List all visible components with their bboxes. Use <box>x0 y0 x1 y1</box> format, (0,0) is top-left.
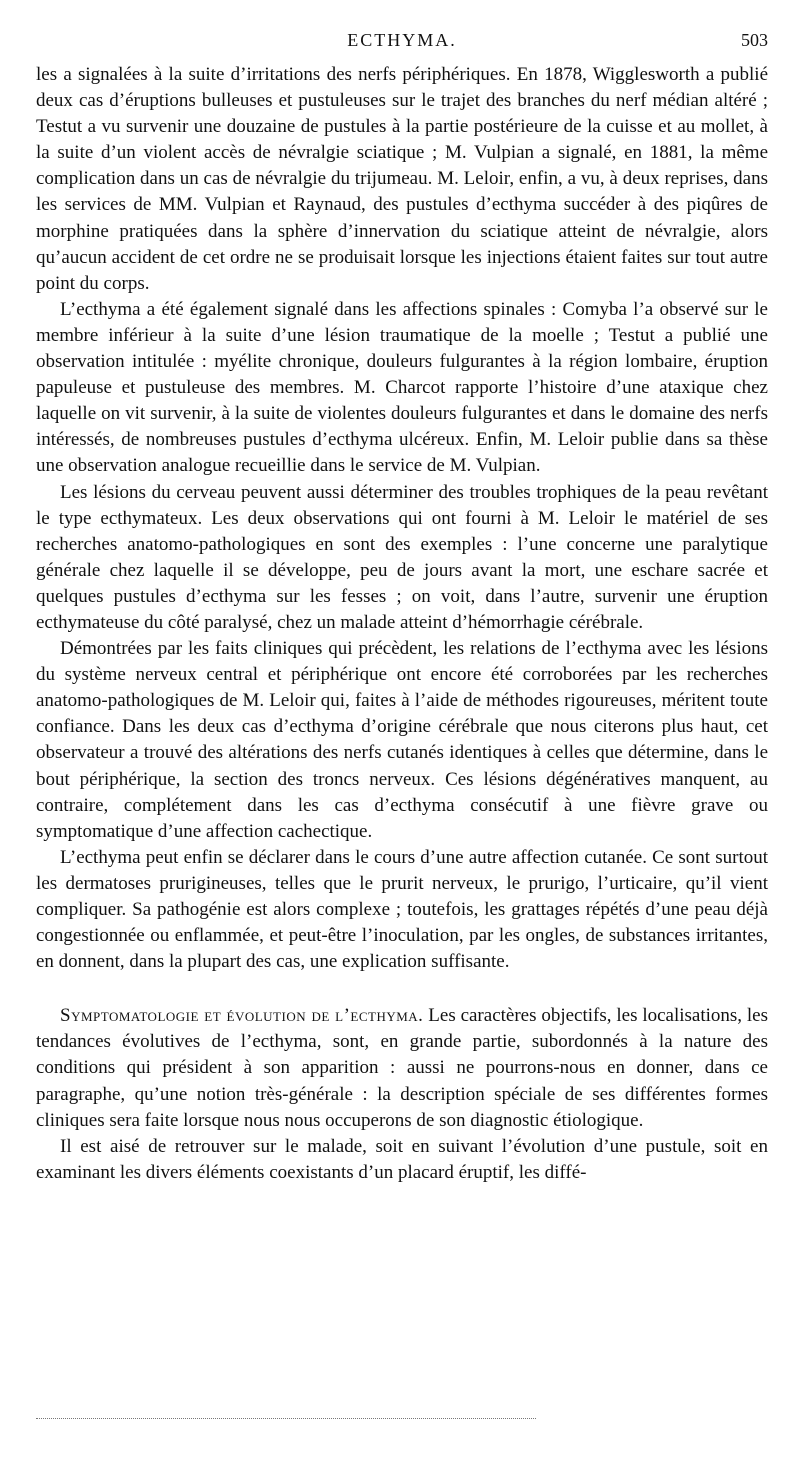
section-intro-text: Les caractères objectifs, les localisations, les tendances évolutives de l’ecthyma, sont, en grande partie, subordonnés à la nature des conditions qui président à son apparition : aussi ne pourrons-nous en donner, dans ce paragraphe, qu’une notion très-générale : la description spéciale de ses différentes formes cliniques sera faite lorsque nous nous occuperons de son diagnostic étiologique. <box>36 1005 768 1131</box>
paragraph-spinal-affections: L’ecthyma a été également signalé dans les affections spinales : Comyba l’a observé sur le membre inférieur à la suite d’une lésion traumatique de la moelle ; Testut a publié une observation intitulée : myélite chronique, douleurs fulgurantes à la région lombaire, éruption papuleuse et pustuleuse des membres. M. Charcot rapporte l’histoire d’une ataxique chez laquelle on vit survenir, à la suite de violentes douleurs fulgurantes et dans le domaine des nerfs intéressés, de nombreuses pustules d’ecthyma ulcéreux. Enfin, M. Leloir publie dans sa thèse une observation analogue recueillie dans le service de M. Vulpian. <box>36 298 768 477</box>
paragraph-continuation: les a signalées à la suite d’irritations des nerfs périphériques. En 1878, Wigglesworth a publié deux cas d’éruptions bulleuses et pustuleuses sur le trajet des branches du nerf médian altéré ; Testut a vu survenir une douzaine de pustules à la partie postérieure de la cuisse et au mollet, à la suite d’un violent accès de névralgie sciatique ; M. Vulpian a signalé, en 1881, la même complication dans un cas de névralgie du trijumeau. M. Leloir, enfin, a vu, à deux reprises, dans les services de MM. Vulpian et Raynaud, des pustules d’ecthyma succéder à des piqûres de morphine pratiquées dans la sphère d’innervation du sciatique atteint de névralgie, alors qu’aucun accident de cet ordre ne se produisait lorsque les injections étaient faites sur tout autre point du corps. <box>36 64 768 294</box>
footer-dotted-rule <box>36 1418 536 1419</box>
paragraph-cutaneous-affections: L’ecthyma peut enfin se déclarer dans le cours d’une autre affection cutanée. Ce sont surtout les dermatoses prurigineuses, telles que le prurit nerveux, le prurigo, l’urticaire, qu’il vient compliquer. Sa pathogénie est alors complexe ; toutefois, les grattages répétés d’une peau déjà congestionnée ou enflammée, et peut-être l’inoculation, par les ongles, de substances irritantes, en donnent, dans la plupart des cas, une explication suffisante. <box>36 846 768 973</box>
body-text <box>36 62 768 1186</box>
paragraph-nervous-relations: Démontrées par les faits cliniques qui précèdent, les relations de l’ecthyma avec les lésions du système nerveux central et périphérique ont encore été corroborées par les recherches anatomo-pathologiques de M. Leloir qui, faites à l’aide de méthodes rigoureuses, méritent toute confiance. Dans les deux cas d’ecthyma d’origine cérébrale que nous citerons plus haut, cet observateur a trouvé des altérations des nerfs cutanés identiques à celles que détermine, dans le bout périphérique, la section des troncs nerveux. Ces lésions dégénératives manquent, au contraire, complétement dans les cas d’ecthyma consécutif à une fièvre grave ou symptomatique d’une affection cachectique. <box>36 638 768 842</box>
page-number: 503 <box>741 30 768 50</box>
section-intro-paragraph <box>36 1003 768 1133</box>
section-paragraph: Il est aisé de retrouver sur le malade, soit en suivant l’évolution d’une pustule, soit en examinant les divers éléments coexistants d’un placard éruptif, les diffé- <box>36 1135 768 1183</box>
section-symptomatology <box>36 1003 768 1186</box>
running-title: ECTHYMA. <box>347 30 457 50</box>
book-page <box>36 30 768 1186</box>
paragraph-brain-lesions: Les lésions du cerveau peuvent aussi déterminer des troubles trophiques de la peau revêtant le type ecthymateux. Les deux observations qui ont fourni à M. Leloir le matériel de ses recherches anatomo-pathologiques en sont des exemples : l’une concerne une paralytique générale chez laquelle il se développe, peu de jours avant la mort, une eschare sacrée et quelques pustules d’ecthyma sur les fesses ; on voit, dans l’autre, survenir une éruption ecthymateuse du côté paralysé, chez un malade atteint d’hémorrhagie cérébrale. <box>36 481 768 633</box>
section-heading: Symptomatologie et évolution de l’ecthyma. <box>60 1005 424 1027</box>
running-head <box>36 30 768 54</box>
